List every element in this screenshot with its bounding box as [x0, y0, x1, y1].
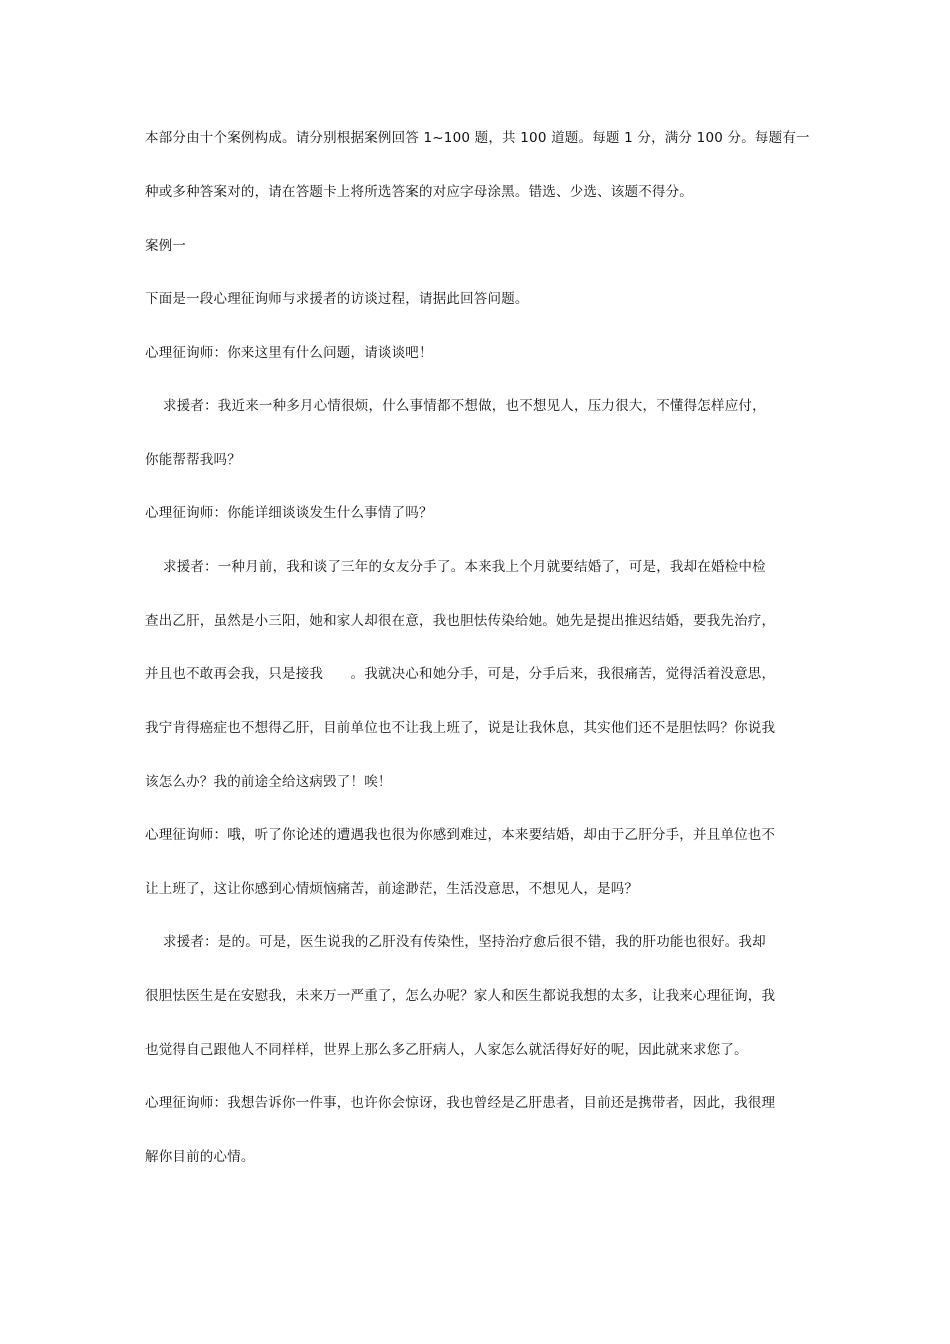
dialogue-line: 你能帮帮我吗？: [145, 452, 241, 468]
dialogue-line: 查出乙肝，虽然是小三阳，她和家人却很在意，我也胆怯传染给她。她先是提出推迟结婚，要我先治疗，: [145, 613, 776, 629]
dialogue-line: 解你目前的心情。: [145, 1149, 255, 1165]
dialogue-line: 并且也不敢再会我，只是接我 。我就决心和她分手，可是，分手后来，我很痛苦，觉得活着没意思，: [145, 666, 776, 682]
dialogue-line: 也觉得自己跟他人不同样样，世界上那么多乙肝病人，人家怎么就活得好好的呢，因此就来求您了。: [145, 1042, 748, 1058]
dialogue-line: 心理征询师：你能详细谈谈发生什么事情了吗？: [145, 505, 433, 521]
dialogue-line: 心理征询师：哦，听了你论述的遭遇我也很为你感到难过，本来要结婚，却由于乙肝分手，并且单位也不: [145, 827, 776, 843]
paragraph-line: 下面是一段心理征询师与求援者的访谈过程，请据此回答问题。: [145, 291, 529, 307]
dialogue-line: 让上班了，这让你感到心情烦恼痛苦，前途渺茫，生活没意思，不想见人，是吗？: [145, 881, 639, 897]
dialogue-line: 我宁肯得癌症也不想得乙肝，目前单位也不让我上班了，说是让我休息，其实他们还不是胆怯吗？你说我: [145, 720, 776, 736]
dialogue-line: 该怎么办？我的前途全给这病毁了！唉！: [145, 774, 392, 790]
paragraph-line: 种或多种答案对的，请在答题卡上将所选答案的对应字母涂黑。错选、少选、该题不得分。: [145, 184, 693, 200]
section-heading: 案例一: [145, 238, 187, 254]
dialogue-line: 求援者：我近来一种多月心情很烦，什么事情都不想做，也不想见人，压力很大，不懂得怎样应付，: [163, 398, 766, 414]
dialogue-line: 求援者：一种月前，我和谈了三年的女友分手了。本来我上个月就要结婚了，可是，我却在婚检中检: [163, 559, 766, 575]
dialogue-line: 心理征询师：我想告诉你一件事，也许你会惊讶，我也曾经是乙肝患者，目前还是携带者，因此，我很理: [145, 1095, 776, 1111]
dialogue-line: 心理征询师：你来这里有什么问题，请谈谈吧！: [145, 345, 433, 361]
paragraph-line: 本部分由十个案例构成。请分别根据案例回答 1~100 题，共 100 道题。每题 1 分，满分 100 分。每题有一: [145, 130, 810, 146]
dialogue-line: 很胆怯医生是在安慰我，未来万一严重了，怎么办呢？家人和医生都说我想的太多，让我来心理征询，我: [145, 988, 776, 1004]
dialogue-line: 求援者：是的。可是，医生说我的乙肝没有传染性，坚持治疗愈后很不错，我的肝功能也很好。我却: [163, 934, 766, 950]
